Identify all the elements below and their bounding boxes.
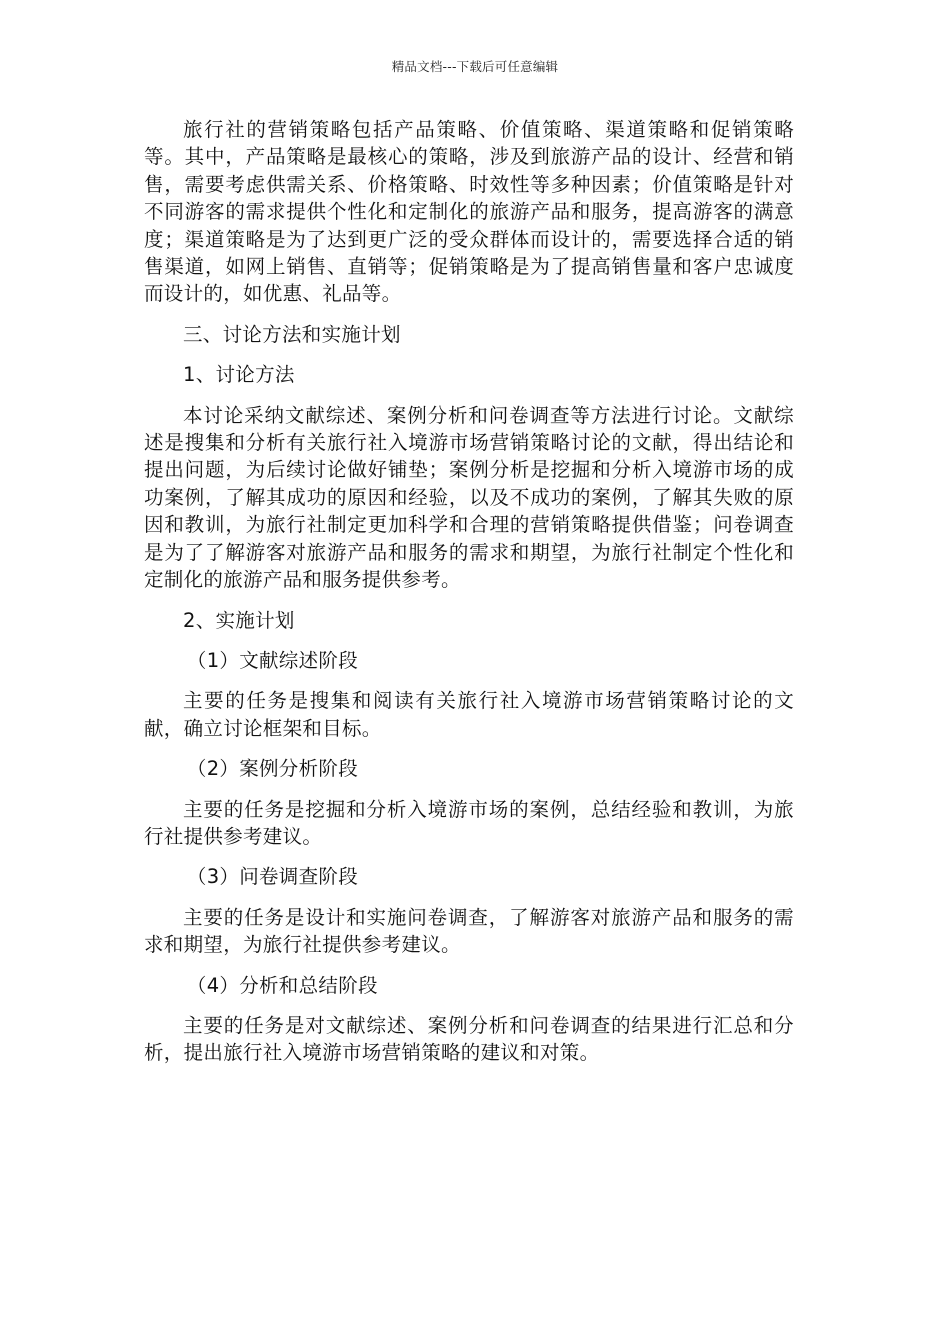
stage-3-text: 主要的任务是设计和实施问卷调查，了解游客对旅游产品和服务的需求和期望，为旅行社提供参考建议。 bbox=[144, 905, 794, 957]
methods-paragraph: 本讨论采纳文献综述、案例分析和问卷调查等方法进行讨论。文献综述是搜集和分析有关旅行社入境游市场营销策略讨论的文献，得出结论和提出问题，为后续讨论做好铺垫；案例分析是挖掘和分析入境游市场的成功案例，了解其成功的原因和经验，以及不成功的案例，了解其失败的原因和教训，为旅行社制定更加科学和合理的营销策略提供借鉴；问卷调查是为了了解游客对旅游产品和服务的需求和期望，为旅行社制定个性化和定制化的旅游产品和服务提供参考。 bbox=[144, 403, 794, 592]
document-body bbox=[144, 116, 794, 1080]
stage-4-text: 主要的任务是对文献综述、案例分析和问卷调查的结果进行汇总和分析，提出旅行社入境游市场营销策略的建议和对策。 bbox=[144, 1013, 794, 1065]
page-header: 精品文档---下载后可任意编辑 bbox=[391, 59, 559, 74]
stage-3-title: （3）问卷调查阶段 bbox=[186, 865, 358, 889]
stage-2-title: （2）案例分析阶段 bbox=[186, 757, 358, 781]
stage-1-text: 主要的任务是搜集和阅读有关旅行社入境游市场营销策略讨论的文献，确立讨论框架和目标。 bbox=[144, 689, 794, 740]
section-heading-methods-plan: 三、讨论方法和实施计划 bbox=[183, 322, 401, 346]
stage-1-title: （1）文献综述阶段 bbox=[186, 648, 358, 672]
subsection-heading-plan: 2、实施计划 bbox=[183, 608, 295, 632]
stage-2-text: 主要的任务是挖掘和分析入境游市场的案例，总结经验和教训，为旅行社提供参考建议。 bbox=[144, 797, 794, 848]
stage-4-title: （4）分析和总结阶段 bbox=[186, 973, 378, 997]
marketing-strategy-paragraph: 旅行社的营销策略包括产品策略、价值策略、渠道策略和促销策略等。其中，产品策略是最核心的策略，涉及到旅游产品的设计、经营和销售，需要考虑供需关系、价格策略、时效性等多种因素；价值策略是针对不同游客的需求提供个性化和定制化的旅游产品和服务，提高游客的满意度；渠道策略是为了达到更广泛的受众群体而设计的，需要选择合适的销售渠道，如网上销售、直销等；促销策略是为了提高销售量和客户忠诚度而设计的，如优惠、礼品等。 bbox=[144, 118, 794, 306]
subsection-heading-methods: 1、讨论方法 bbox=[183, 363, 295, 387]
